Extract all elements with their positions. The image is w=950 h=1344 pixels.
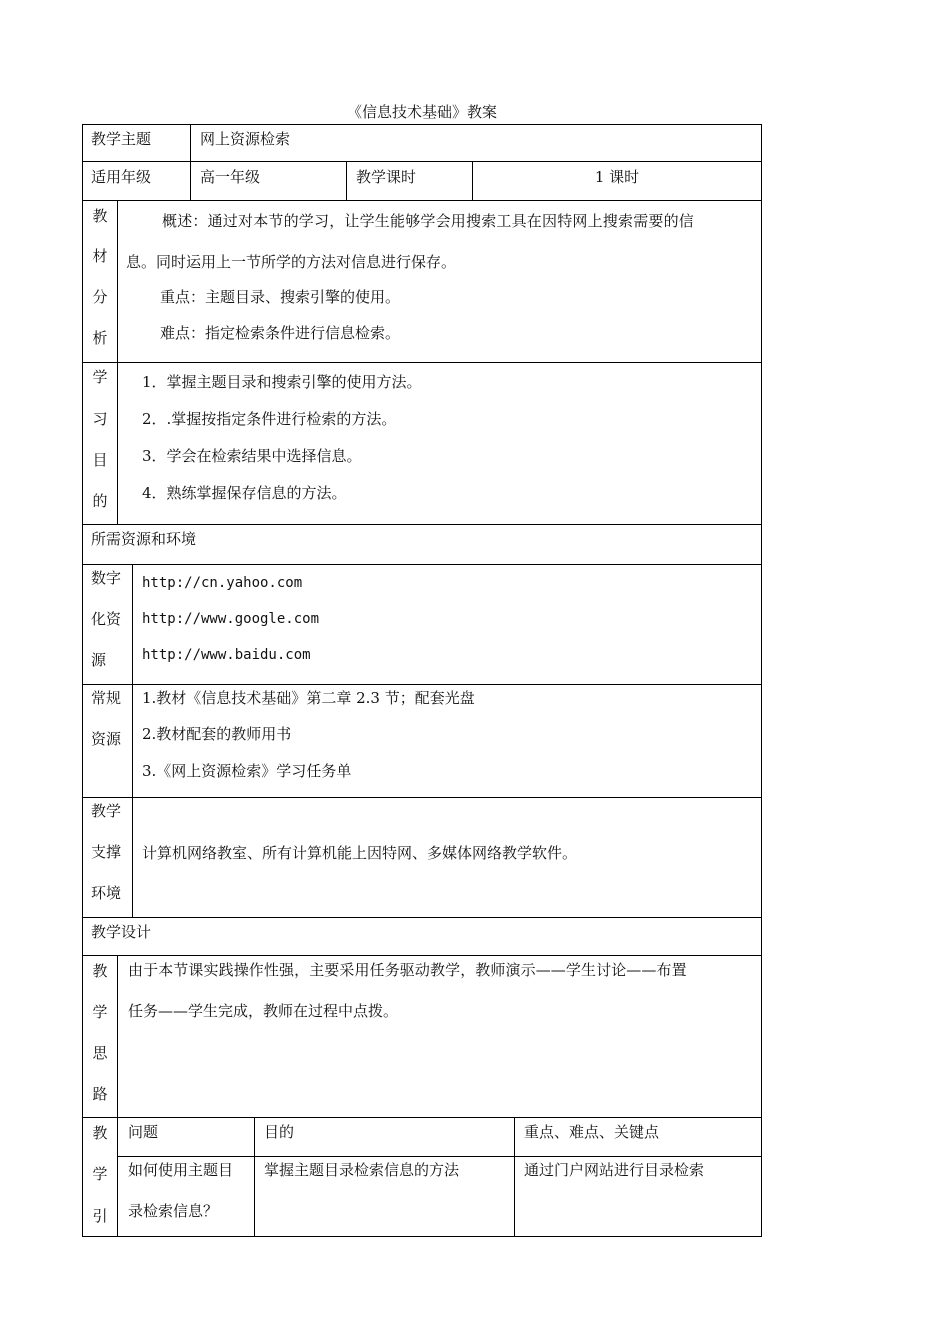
table-border-left xyxy=(82,124,83,1237)
hours-label: 教学课时 xyxy=(356,168,417,186)
guide-header-question: 问题 xyxy=(128,1123,159,1141)
objective-item: 4．熟练掌握保存信息的方法。 xyxy=(142,484,347,502)
material-difficult-point: 难点：指定检索条件进行信息检索。 xyxy=(160,324,401,342)
regular-item: 2.教材配套的教师用书 xyxy=(142,725,292,743)
guide-label-char: 学 xyxy=(92,1165,108,1183)
regular-label: 常规 xyxy=(91,689,122,707)
material-overview-line: 概述：通过对本节的学习，让学生能够学会用搜索工具在因特网上搜索需要的信 xyxy=(162,212,695,230)
row-divider xyxy=(82,161,762,162)
row-divider xyxy=(82,684,762,685)
digital-label: 化资 xyxy=(91,610,122,628)
col-divider xyxy=(117,955,118,1237)
table-border-right xyxy=(761,124,762,1237)
theme-label: 教学主题 xyxy=(91,130,152,148)
col-divider xyxy=(132,564,133,918)
support-text: 计算机网络教室、所有计算机能上因特网、多媒体网络教学软件。 xyxy=(142,844,578,862)
col-divider xyxy=(514,1117,515,1237)
material-label-char: 材 xyxy=(92,247,108,265)
col-divider xyxy=(190,124,191,201)
row-divider xyxy=(118,1156,762,1157)
row-divider xyxy=(82,955,762,956)
row-divider xyxy=(82,564,762,565)
grade-value: 高一年级 xyxy=(200,168,261,186)
theme-value: 网上资源检索 xyxy=(200,130,291,148)
objective-item: 3．学会在检索结果中选择信息。 xyxy=(142,447,362,465)
material-label-char: 析 xyxy=(92,329,108,347)
row-divider xyxy=(82,200,762,201)
guide-purpose: 掌握主题目录检索信息的方法 xyxy=(264,1161,460,1179)
idea-label-char: 教 xyxy=(92,962,108,980)
objective-item: 2．.掌握按指定条件进行检索的方法。 xyxy=(142,410,397,428)
regular-item: 3.《网上资源检索》学习任务单 xyxy=(142,762,352,780)
idea-line: 任务——学生完成，教师在过程中点拨。 xyxy=(128,1002,399,1020)
support-label: 支撑 xyxy=(91,843,122,861)
guide-label-char: 引 xyxy=(92,1207,108,1225)
document-title: 《信息技术基础》教案 xyxy=(346,103,497,121)
support-label: 环境 xyxy=(91,884,122,902)
guide-header-key: 重点、难点、关键点 xyxy=(524,1123,660,1141)
table-border-bottom xyxy=(82,1236,762,1237)
resource-url: http://www.baidu.com xyxy=(142,647,311,663)
row-divider xyxy=(82,917,762,918)
guide-header-purpose: 目的 xyxy=(264,1123,295,1141)
guide-question-line: 如何使用主题目 xyxy=(128,1161,234,1179)
objectives-label-char: 的 xyxy=(92,492,108,510)
guide-label-char: 教 xyxy=(92,1124,108,1142)
resource-url: http://cn.yahoo.com xyxy=(142,575,303,591)
col-divider xyxy=(346,161,347,201)
resources-header: 所需资源和环境 xyxy=(91,530,197,548)
idea-label-char: 路 xyxy=(92,1085,108,1103)
material-key-point: 重点：主题目录、搜索引擎的使用。 xyxy=(160,288,401,306)
guide-key: 通过门户网站进行目录检索 xyxy=(524,1161,705,1179)
row-divider xyxy=(82,524,762,525)
resource-url: http://www.google.com xyxy=(142,611,320,627)
regular-item: 1.教材《信息技术基础》第二章 2.3 节；配套光盘 xyxy=(142,689,475,707)
material-label-char: 分 xyxy=(92,288,108,306)
digital-label: 数字 xyxy=(91,569,122,587)
row-divider xyxy=(82,362,762,363)
objectives-label-char: 目 xyxy=(92,451,108,469)
table-border-top xyxy=(82,124,762,125)
support-label: 教学 xyxy=(91,802,122,820)
material-overview-line: 息。同时运用上一节所学的方法对信息进行保存。 xyxy=(126,253,457,271)
hours-value: 1 课时 xyxy=(594,168,640,186)
regular-label: 资源 xyxy=(91,730,122,748)
objectives-label-char: 习 xyxy=(92,410,108,428)
digital-label: 源 xyxy=(91,651,107,669)
col-divider xyxy=(117,200,118,525)
design-header: 教学设计 xyxy=(91,923,152,941)
guide-question-line: 录检索信息？ xyxy=(128,1202,219,1220)
row-divider xyxy=(82,797,762,798)
objectives-label-char: 学 xyxy=(92,368,108,386)
idea-label-char: 思 xyxy=(92,1044,108,1062)
col-divider xyxy=(254,1117,255,1237)
objective-item: 1．掌握主题目录和搜索引擎的使用方法。 xyxy=(142,373,422,391)
grade-label: 适用年级 xyxy=(91,168,152,186)
idea-label-char: 学 xyxy=(92,1003,108,1021)
idea-line: 由于本节课实践操作性强，主要采用任务驱动教学，教师演示——学生讨论——布置 xyxy=(128,961,687,979)
material-label-char: 教 xyxy=(92,207,108,225)
row-divider xyxy=(82,1117,762,1118)
